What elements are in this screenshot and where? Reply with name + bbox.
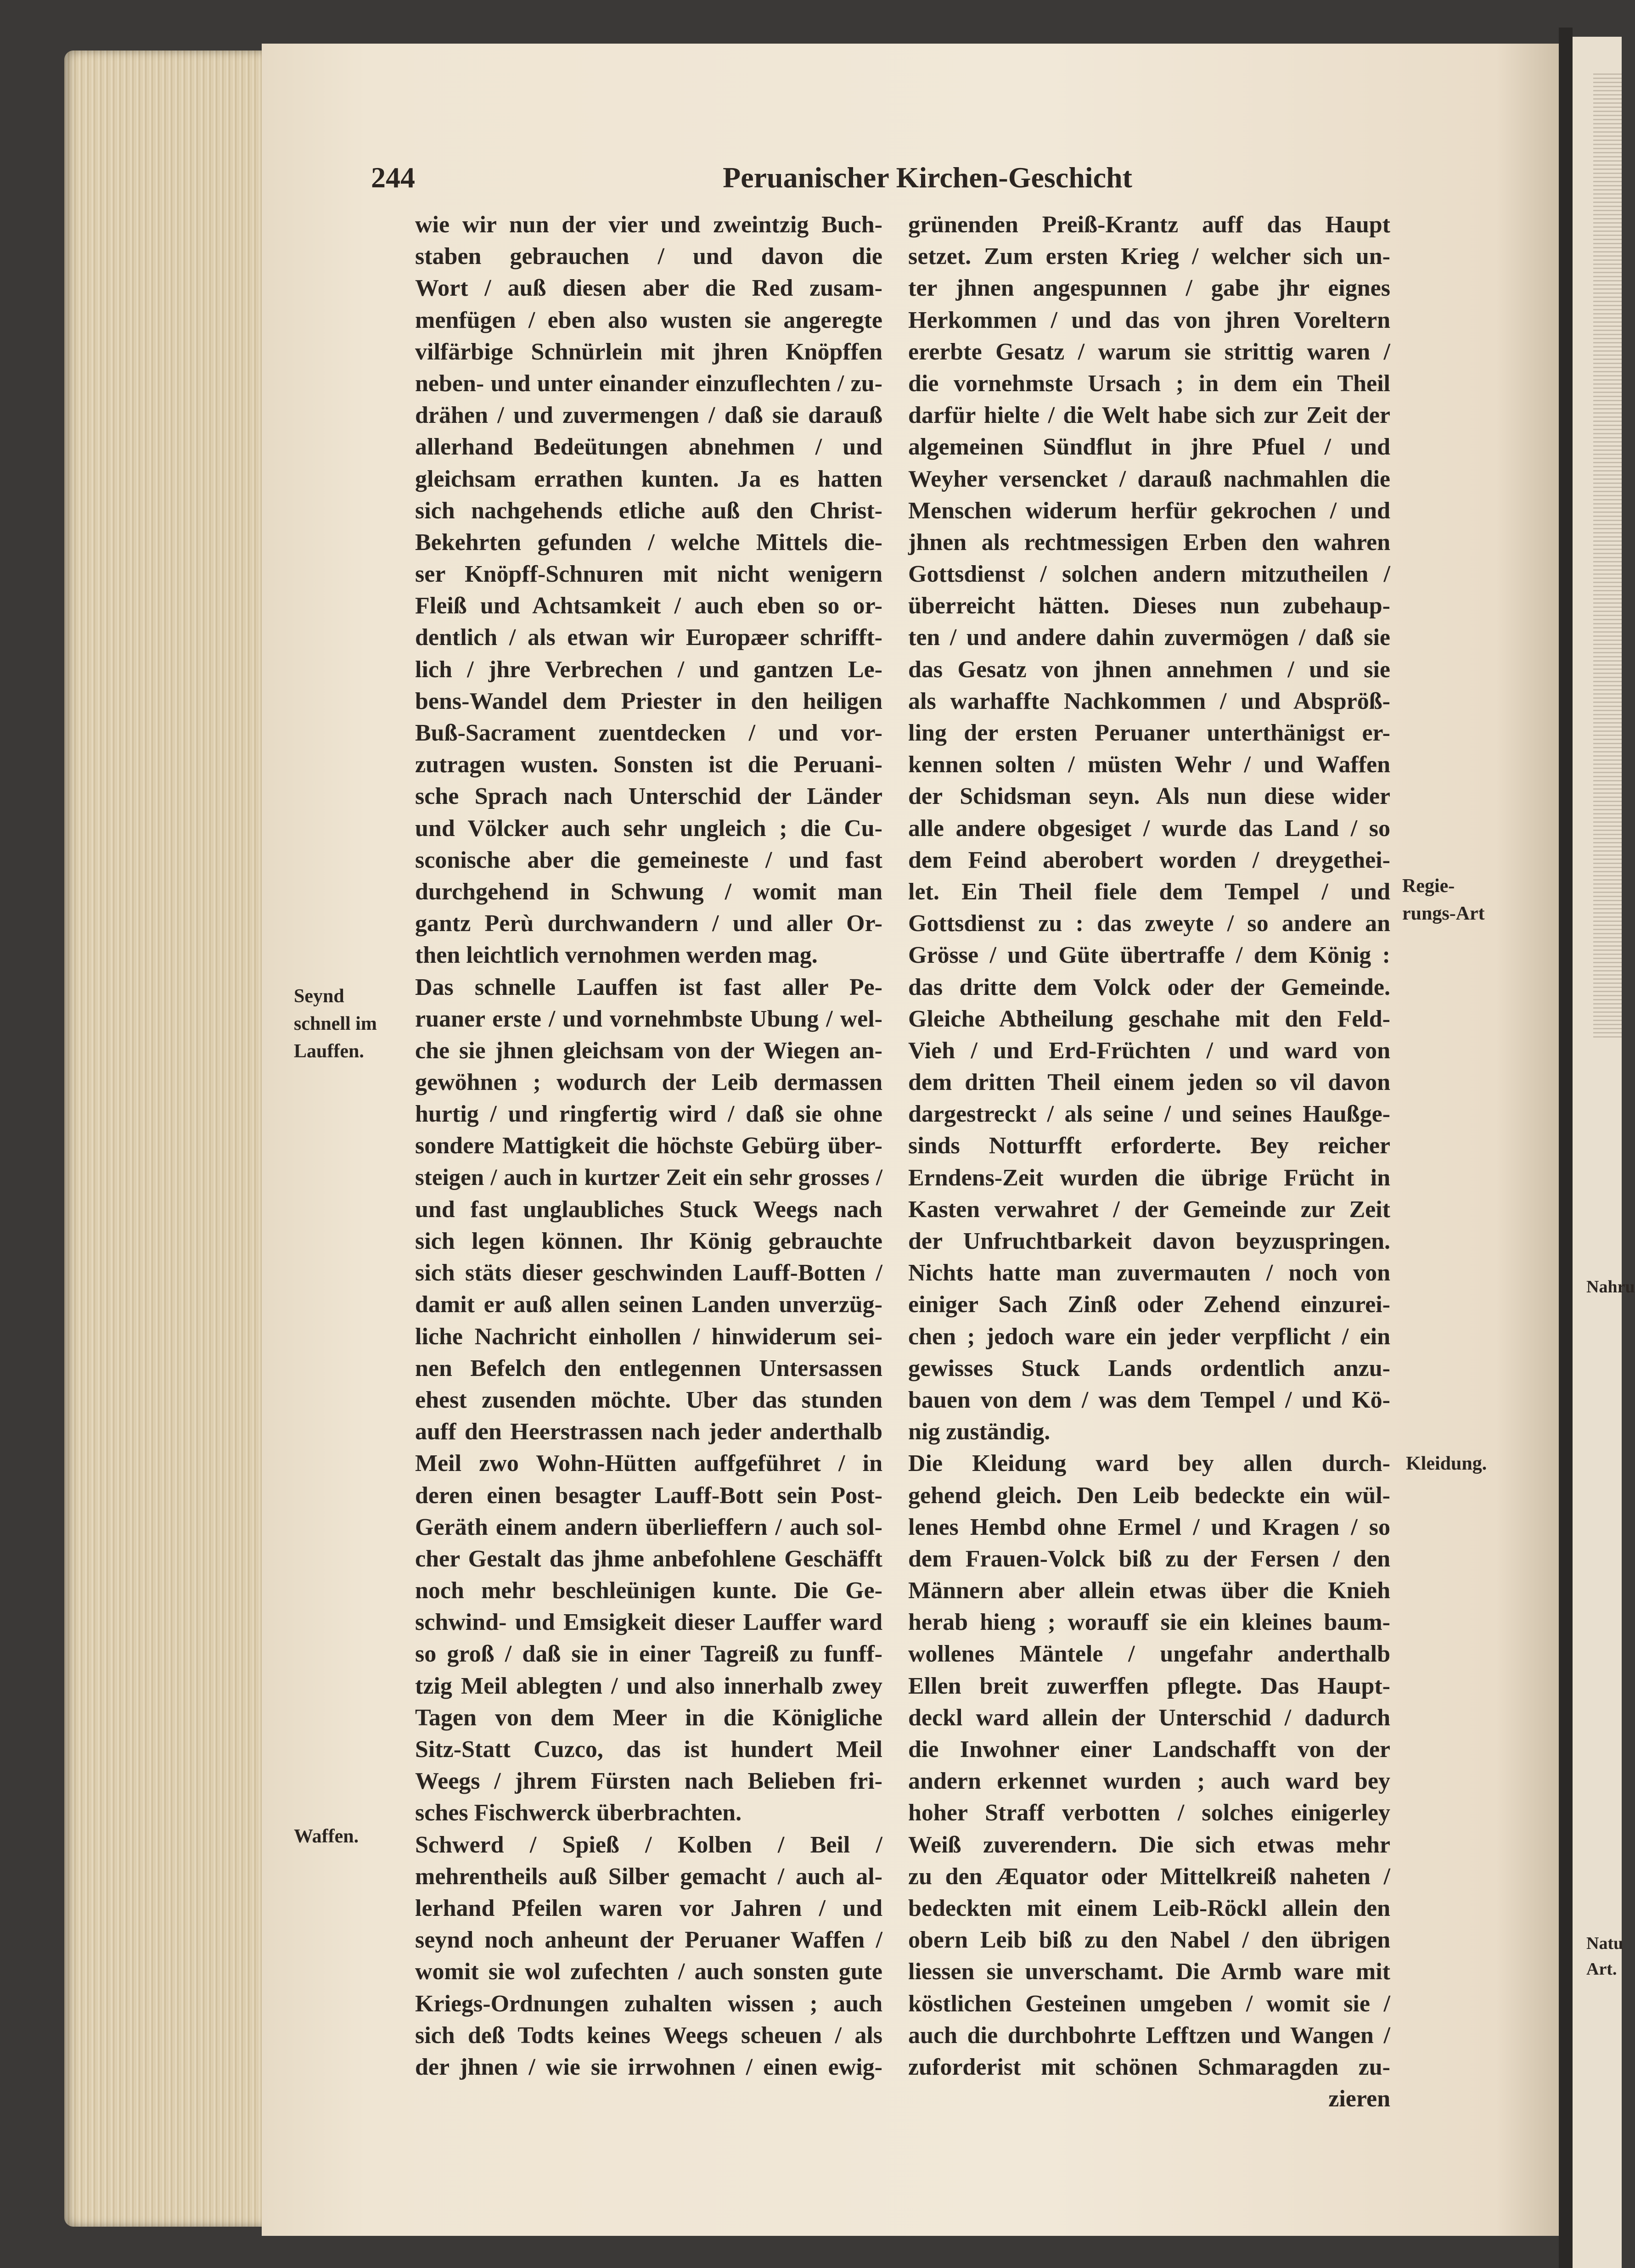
text-line: dem dritten Theil einem jeden so vil davon [908, 1069, 1390, 1096]
text-line: wie wir nun der vier und zweintzig Buch- [415, 212, 882, 238]
text-line: köstlichen Gesteinen umgeben / womit sie / [908, 1990, 1390, 2017]
text-line: einiger Sach Zinß oder Zehend einzurei- [908, 1291, 1390, 1318]
text-line: als warhaffte Nachkommen / und Abspröß- [908, 688, 1390, 714]
text-line: das dritte dem Volck oder der Gemeinde. [908, 974, 1390, 1000]
text-line: und Völcker auch sehr ungleich ; die Cu- [415, 815, 882, 842]
book-gutter [1559, 28, 1573, 2268]
text-line: Gleiche Abtheilung geschahe mit den Feld- [908, 1005, 1390, 1032]
margin-note-government [1402, 872, 1485, 927]
text-line: menfügen / eben also wusten sie angeregte [415, 307, 882, 333]
margin-note-line: rungs-Art [1402, 903, 1485, 924]
text-line: sche Sprach nach Unterschid der Länder [415, 783, 882, 810]
text-line: bedeckten mit einem Leib-Röckl allein den [908, 1895, 1390, 1921]
next-page-fragment: Nahru [1586, 1277, 1635, 1297]
text-line: Vieh / und Erd-Früchten / und ward von [908, 1037, 1390, 1064]
text-line: sinds Notturfft erforderte. Bey reicher [908, 1133, 1390, 1159]
text-line: bens-Wandel dem Priester in den heiligen [415, 688, 882, 714]
text-line: dentlich / als etwan wir Europæer schrifft- [415, 624, 882, 651]
text-line: obern Leib biß zu den Nabel / den übrigen [908, 1927, 1390, 1954]
next-page-fragment [1586, 1931, 1623, 1982]
text-line: der Unfruchtbarkeit davon beyzuspringen. [908, 1228, 1390, 1254]
text-line: che sie jhnen gleichsam von der Wiegen an- [415, 1037, 882, 1064]
text-line: Weiß zuverendern. Die sich etwas mehr [908, 1831, 1390, 1858]
margin-note-line: Seynd [294, 986, 344, 1007]
text-line: hurtig / und ringfertig wird / daß sie ohne [415, 1101, 882, 1128]
text-line: sches Fischwerck überbrachten. [415, 1800, 742, 1826]
text-line: mehrentheils auß Silber gemacht / auch al- [415, 1863, 882, 1890]
text-line: ererbte Gesatz / warum sie strittig waren / [908, 338, 1390, 365]
text-line: gleichsam errathen kunten. Ja es hatten [415, 466, 882, 492]
text-line: Sitz-Statt Cuzco, das ist hundert Meil [415, 1736, 882, 1763]
text-line: lenes Hembd ohne Ermel / und Kragen / so [908, 1514, 1390, 1540]
text-line: ten / und andere dahin zuvermögen / daß sie [908, 624, 1390, 651]
page-number: 244 [371, 161, 415, 194]
text-line: womit sie wol zufechten / auch sonsten gute [415, 1959, 882, 1985]
text-line: die Inwohner einer Landschafft von der [908, 1736, 1390, 1763]
text-line: ter jhnen angespunnen / gabe jhr eignes [908, 275, 1390, 302]
text-line: chen ; jedoch ware ein jeder verpflicht / ein [908, 1323, 1390, 1350]
text-line: dem Feind aberobert worden / dreygethei- [908, 847, 1390, 873]
text-line: nen Befelch den entlegennen Untersassen [415, 1355, 882, 1381]
text-line: deckl ward allein der Unterschid / dadurch [908, 1704, 1390, 1731]
text-line: Gottsdienst / solchen andern mitzutheilen / [908, 561, 1390, 588]
margin-note-running [294, 982, 377, 1065]
margin-note-clothing: Kleidung. [1406, 1453, 1487, 1474]
text-line: noch mehr beschleünigen kunte. Die Ge- [415, 1577, 882, 1604]
text-line: allerhand Bedeütungen abnehmen / und [415, 434, 882, 460]
text-line: lerhand Pfeilen waren vor Jahren / und [415, 1895, 882, 1921]
text-line: und fast unglaubliches Stuck Weegs nach [415, 1196, 882, 1223]
text-line: darfür hielte / die Welt habe sich zur Zeit der [908, 402, 1390, 429]
text-line: der jhnen / wie sie irrwohnen / einen ewig- [415, 2054, 882, 2080]
text-line: dargestreckt / als seine / und seines Haußge- [908, 1101, 1390, 1128]
text-line: sconische aber die gemeineste / und fast [415, 847, 882, 873]
text-line: Wort / auß diesen aber die Red zusam- [415, 275, 882, 302]
text-line: gantz Perù durchwandern / und aller Or- [415, 910, 882, 937]
text-line: Erndens-Zeit wurden die übrige Frücht in [908, 1164, 1390, 1191]
text-line: zu den Æquator oder Mittelkreiß naheten / [908, 1863, 1390, 1890]
text-line: setzet. Zum ersten Krieg / welcher sich un- [908, 243, 1390, 270]
text-line: Schwerd / Spieß / Kolben / Beil / [415, 1831, 882, 1858]
text-line: durchgehend in Schwung / womit man [415, 878, 882, 905]
text-line: Gottsdienst zu : das zweyte / so andere an [908, 910, 1390, 937]
text-line: gewisses Stuck Lands ordentlich anzu- [908, 1355, 1390, 1381]
text-line: Das schnelle Lauffen ist fast aller Pe- [415, 974, 882, 1000]
text-line: gehend gleich. Den Leib bedeckte ein wül- [908, 1482, 1390, 1509]
text-line: vilfärbige Schnürlein mit jhren Knöpffen [415, 338, 882, 365]
text-line: zieren [1328, 2086, 1390, 2112]
text-line: liche Nachricht einhollen / hinwiderum sei- [415, 1323, 882, 1350]
text-line: let. Ein Theil fiele dem Tempel / und [908, 878, 1390, 905]
text-line: steigen / auch in kurtzer Zeit ein sehr grosses / [415, 1164, 882, 1190]
engraving-illustration-fragment [1593, 73, 1622, 1038]
text-line: gewöhnen ; wodurch der Leib dermassen [415, 1069, 882, 1096]
text-line: ehest zusenden möchte. Uber das stunden [415, 1387, 882, 1413]
text-line: sich nachgehends etliche auß den Christ- [415, 497, 882, 524]
text-line: staben gebrauchen / und davon die [415, 243, 882, 270]
text-line: grünenden Preiß-Krantz auff das Haupt [908, 212, 1390, 238]
text-line: Geräth einem andern überlieffern / auch sol- [415, 1514, 882, 1540]
text-line: Herkommen / und das von jhren Voreltern [908, 307, 1390, 333]
text-line: Bekehrten gefunden / welche Mittels die- [415, 529, 882, 556]
text-line: andern erkennet wurden ; auch ward bey [908, 1768, 1390, 1795]
left-text-column [415, 209, 882, 2083]
margin-note-weapons: Waffen. [294, 1826, 359, 1847]
text-line: then leichtlich vernohmen werden mag. [415, 942, 818, 969]
text-line: dem Frauen-Volck biß zu der Fersen / den [908, 1545, 1390, 1572]
text-line: wollenes Mäntele / ungefahr anderthalb [908, 1641, 1390, 1667]
text-line: das Gesatz von jhnen annehmen / und sie [908, 656, 1390, 683]
text-line: damit er auß allen seinen Landen unverzüg- [415, 1291, 882, 1318]
next-page-fragment-line: Natu [1586, 1934, 1624, 1953]
text-line: kennen solten / müsten Wehr / und Waffen [908, 752, 1390, 778]
text-line: die vornehmste Ursach ; in dem ein Theil [908, 370, 1390, 397]
text-line: sich legen können. Ihr König gebrauchte [415, 1228, 882, 1254]
text-line: Grösse / und Güte übertraffe / dem König : [908, 942, 1390, 969]
text-line: Nichts hatte man zuvermauten / noch von [908, 1260, 1390, 1286]
next-page-fragment-line: Art. [1586, 1959, 1617, 1979]
text-line: alle andere obgesiget / wurde das Land / so [908, 815, 1390, 842]
text-line: sich deß Todts keines Weegs scheuen / als [415, 2022, 882, 2049]
text-line: tzig Meil ablegten / und also innerhalb zwey [415, 1673, 882, 1699]
margin-note-line: Lauffen. [294, 1041, 364, 1062]
text-line: nig zuständig. [908, 1419, 1051, 1445]
text-line: bauen von dem / was dem Tempel / und Kö- [908, 1387, 1390, 1413]
text-line: ser Knöpff-Schnuren mit nicht wenigern [415, 561, 882, 588]
margin-note-line: schnell im [294, 1013, 377, 1034]
text-line: Weegs / jhrem Fürsten nach Belieben fri- [415, 1768, 882, 1795]
text-line: schwind- und Emsigkeit dieser Lauffer ward [415, 1609, 882, 1636]
text-line: Meil zwo Wohn-Hütten auffgeführet / in [415, 1450, 882, 1477]
text-line: jhnen als rechtmessigen Erben den wahren [908, 529, 1390, 556]
text-line: seynd noch anheunt der Peruaner Waffen / [415, 1927, 882, 1954]
text-line: auff den Heerstrassen nach jeder anderthalb [415, 1419, 882, 1445]
text-line: Tagen von dem Meer in die Königliche [415, 1704, 882, 1731]
text-line: Kasten verwahret / der Gemeinde zur Zeit [908, 1196, 1390, 1223]
text-line: drähen / und zuvermengen / daß sie darauß [415, 402, 882, 429]
text-line: liessen sie unverschamt. Die Armb ware mit [908, 1959, 1390, 1985]
book-page-edges [64, 51, 266, 2227]
text-line: algemeinen Sündflut in jhre Pfuel / und [908, 434, 1390, 460]
text-line: auch die durchbohrte Lefftzen und Wangen / [908, 2022, 1390, 2049]
text-line: cher Gestalt das jhme anbefohlene Geschäfft [415, 1545, 882, 1572]
text-line: ruaner erste / und vornehmbste Ubung / wel- [415, 1005, 882, 1032]
running-title: Peruanischer Kirchen-Geschicht [723, 161, 1132, 194]
text-line: Weyher versencket / darauß nachmahlen die [908, 466, 1390, 492]
right-text-column [908, 209, 1390, 2115]
text-line: lich / jhre Verbrechen / und gantzen Le- [415, 656, 882, 683]
text-line: Die Kleidung ward bey allen durch- [908, 1450, 1390, 1477]
text-line: Ellen breit zuwerffen pflegte. Das Haupt- [908, 1673, 1390, 1699]
text-line: hoher Straff verbotten / solches einigerley [908, 1800, 1390, 1826]
text-line: ling der ersten Peruaner unterthänigst er- [908, 720, 1390, 746]
text-line: Kriegs-Ordnungen zuhalten wissen ; auch [415, 1990, 882, 2017]
text-line: sich stäts dieser geschwinden Lauff-Botten / [415, 1260, 882, 1286]
margin-note-line: Regie- [1402, 876, 1455, 897]
text-line: neben- und unter einander einzuflechten / zu- [415, 370, 882, 397]
text-line: Buß-Sacrament zuentdecken / und vor- [415, 720, 882, 746]
text-line: deren einen besagter Lauff-Bott sein Post- [415, 1482, 882, 1509]
text-line: herab hieng ; worauff sie ein kleines baum- [908, 1609, 1390, 1636]
text-line: Menschen widerum herfür gekrochen / und [908, 497, 1390, 524]
text-line: so groß / daß sie in einer Tagreiß zu funff- [415, 1641, 882, 1667]
text-line: sondere Mattigkeit die höchste Gebürg über- [415, 1133, 882, 1159]
text-line: überreicht hätten. Dieses nun zubehaup- [908, 593, 1390, 619]
text-line: zutragen wusten. Sonsten ist die Peruani- [415, 752, 882, 778]
text-line: Fleiß und Achtsamkeit / auch eben so or- [415, 593, 882, 619]
text-line: der Schidsman seyn. Als nun diese wider [908, 783, 1390, 810]
text-line: Männern aber allein etwas über die Knieh [908, 1577, 1390, 1604]
text-line: zuforderist mit schönen Schmaragden zu- [908, 2054, 1390, 2080]
